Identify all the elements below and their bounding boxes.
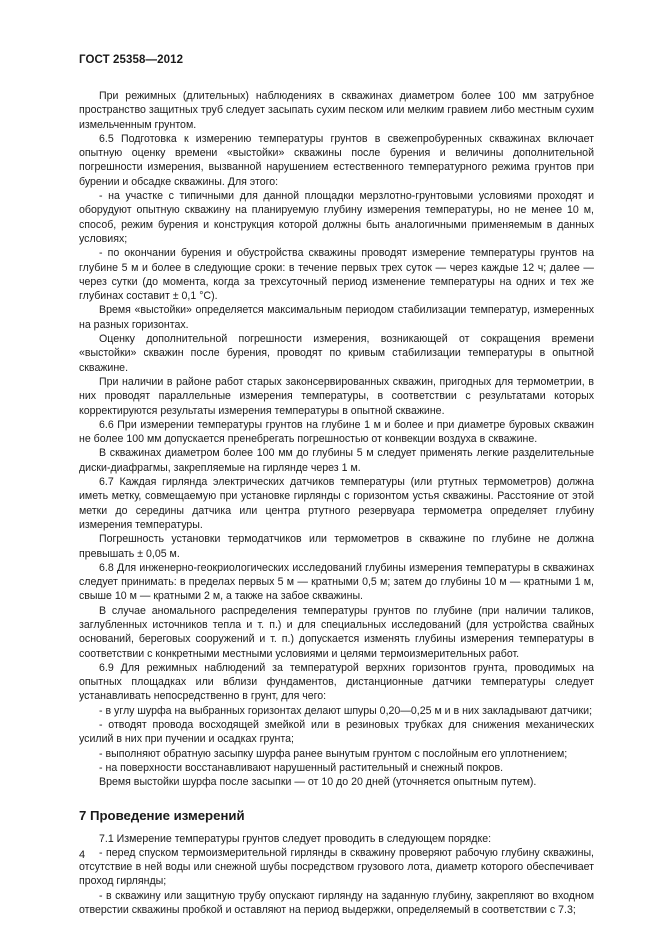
paragraph: Время «выстойки» определяется максимальным периодом стабилизации температур, измеренных на разных горизонтах. — [79, 304, 594, 331]
paragraph: 6.5 Подготовка к измерению температуры грунтов в свежепробуренных скважинах включает опытную оценку времени «выстойки» скважины после бурения и величины дополнительной погрешности измерения, вызванной нарушением естественного температурного режима грунтов при бурении и обсадке скважины. Для этого: — [79, 132, 594, 188]
paragraph: При режимных (длительных) наблюдениях в скважинах диаметром более 100 мм затрубное пространство защитных труб следует засыпать сухим песком или мелким гравием либо местным сухим измельченным грунтом. — [79, 90, 594, 131]
list-item: - отводят провода восходящей змейкой или в резиновых трубках для снижения механических усилий в них при пучении и осадках грунта; — [79, 719, 594, 746]
list-item: - выполняют обратную засыпку шурфа ранее вынутым грунтом с послойным его уплотнением; — [99, 747, 568, 760]
list-item: - по окончании бурения и обустройства скважины проводят измерение температуры грунтов на глубине 5 м и более в следующие сроки: в течение первых трех суток — через каждые 12 ч; далее — через сутки (до момента, когда за трехсуточный период изменение температуры на одних и тех же глубинах составит ± 0,1 °С). — [79, 247, 594, 303]
document-body — [79, 89, 594, 917]
document-code-header: ГОСТ 25358—2012 — [79, 54, 184, 66]
list-item: - на поверхности восстанавливают нарушенный растительный и снежный покров. — [99, 761, 504, 774]
list-item: - перед спуском термоизмерительной гирлянды в скважину проверяют рабочую глубину скважины, отсутствие в ней воды или снежной шубы посредством грузового лота, диаметр которого обеспечивает проход гирлянды; — [79, 846, 594, 888]
paragraph: 6.9 Для режимных наблюдений за температурой верхних горизонтов грунта, проводимых на опытных площадках или вблизи фундаментов, дистанционные датчики температуры следует устанавливать непосредственно в грунт, для чего: — [79, 661, 594, 703]
paragraph: При наличии в районе работ старых законсервированных скважин, пригодных для термометрии, в них проводят параллельные измерения температуры, в соответствии с результатами которых корректируются результаты измерения температуры в опытной скважине. — [79, 375, 594, 417]
paragraph: Оценку дополнительной погрешности измерения, возникающей от сокращения времени «выстойки» скважин после бурения, проводят по кривым стабилизации температуры в опытной скважине. — [79, 333, 594, 374]
paragraph: В скважинах диаметром более 100 мм до глубины 5 м следует применять легкие разделительные диски-диафрагмы, закрепляемые на гирлянде через 1 м. — [79, 447, 594, 474]
paragraph: В случае аномального распределения температуры грунтов по глубине (при наличии таликов, заглубленных источников тепла и т. п.) и для специальных исследований (для устройства свайных оснований, береговых сооружений и т. п.) допускается изменять глубины измерения температуры в соответствии с конкретными местными условиями и целями термоизмерительных работ. — [79, 604, 594, 660]
paragraph: 6.7 Каждая гирлянда электрических датчиков температуры (или ртутных термометров) должна иметь метку, совмещаемую при установке гирлянды с горизонтом устья скважины. Расстояние от этой метки до середины датчика или центра ртутного резервуара термометра определяет глубину измерения температуры. — [79, 476, 594, 531]
paragraph: 7.1 Измерение температуры грунтов следует проводить в следующем порядке: — [99, 832, 492, 845]
paragraph: 6.6 При измерении температуры грунтов на глубине 1 м и более и при диаметре буровых скважин не более 100 мм допускается пренебрегать погрешностью от конвекции воздуха в скважине. — [79, 418, 594, 446]
list-item: - в углу шурфа на выбранных горизонтах делают шпуры 0,20—0,25 м и в них закладывают датчики; — [99, 704, 593, 717]
list-item: - на участке с типичными для данной площадки мерзлотно-грунтовыми условиями проходят и оборудуют опытную скважину на планируемую глубину измерения температуры, но не менее 10 м, способ, режим бурения и конструкция которой должны быть аналогичными применяемым в данных условиях; — [79, 190, 594, 245]
paragraph: 6.8 Для инженерно-геокриологических исследований глубины измерения температуры в скважинах следует принимать: в пределах первых 5 м — кратными 0,5 м; затем до глубины 10 м — кратными 1 м, свыше 10 м — кратными 2 м, а также на забое скважины. — [79, 561, 594, 603]
list-item: - в скважину или защитную трубу опускают гирлянду на заданную глубину, закрепляют во входном отверстии скважины пробкой и оставляют на период выдержки, определяемый в соответствии с 7.3; — [79, 889, 594, 917]
section-heading: 7 Проведение измерений — [79, 807, 245, 823]
paragraph: Погрешность установки термодатчиков или термометров в скважине по глубине не должна превышать ± 0,05 м. — [79, 533, 594, 560]
page-number: 4 — [79, 849, 86, 861]
paragraph: Время выстойки шурфа после засыпки — от 10 до 20 дней (уточняется опытным путем). — [99, 776, 537, 789]
